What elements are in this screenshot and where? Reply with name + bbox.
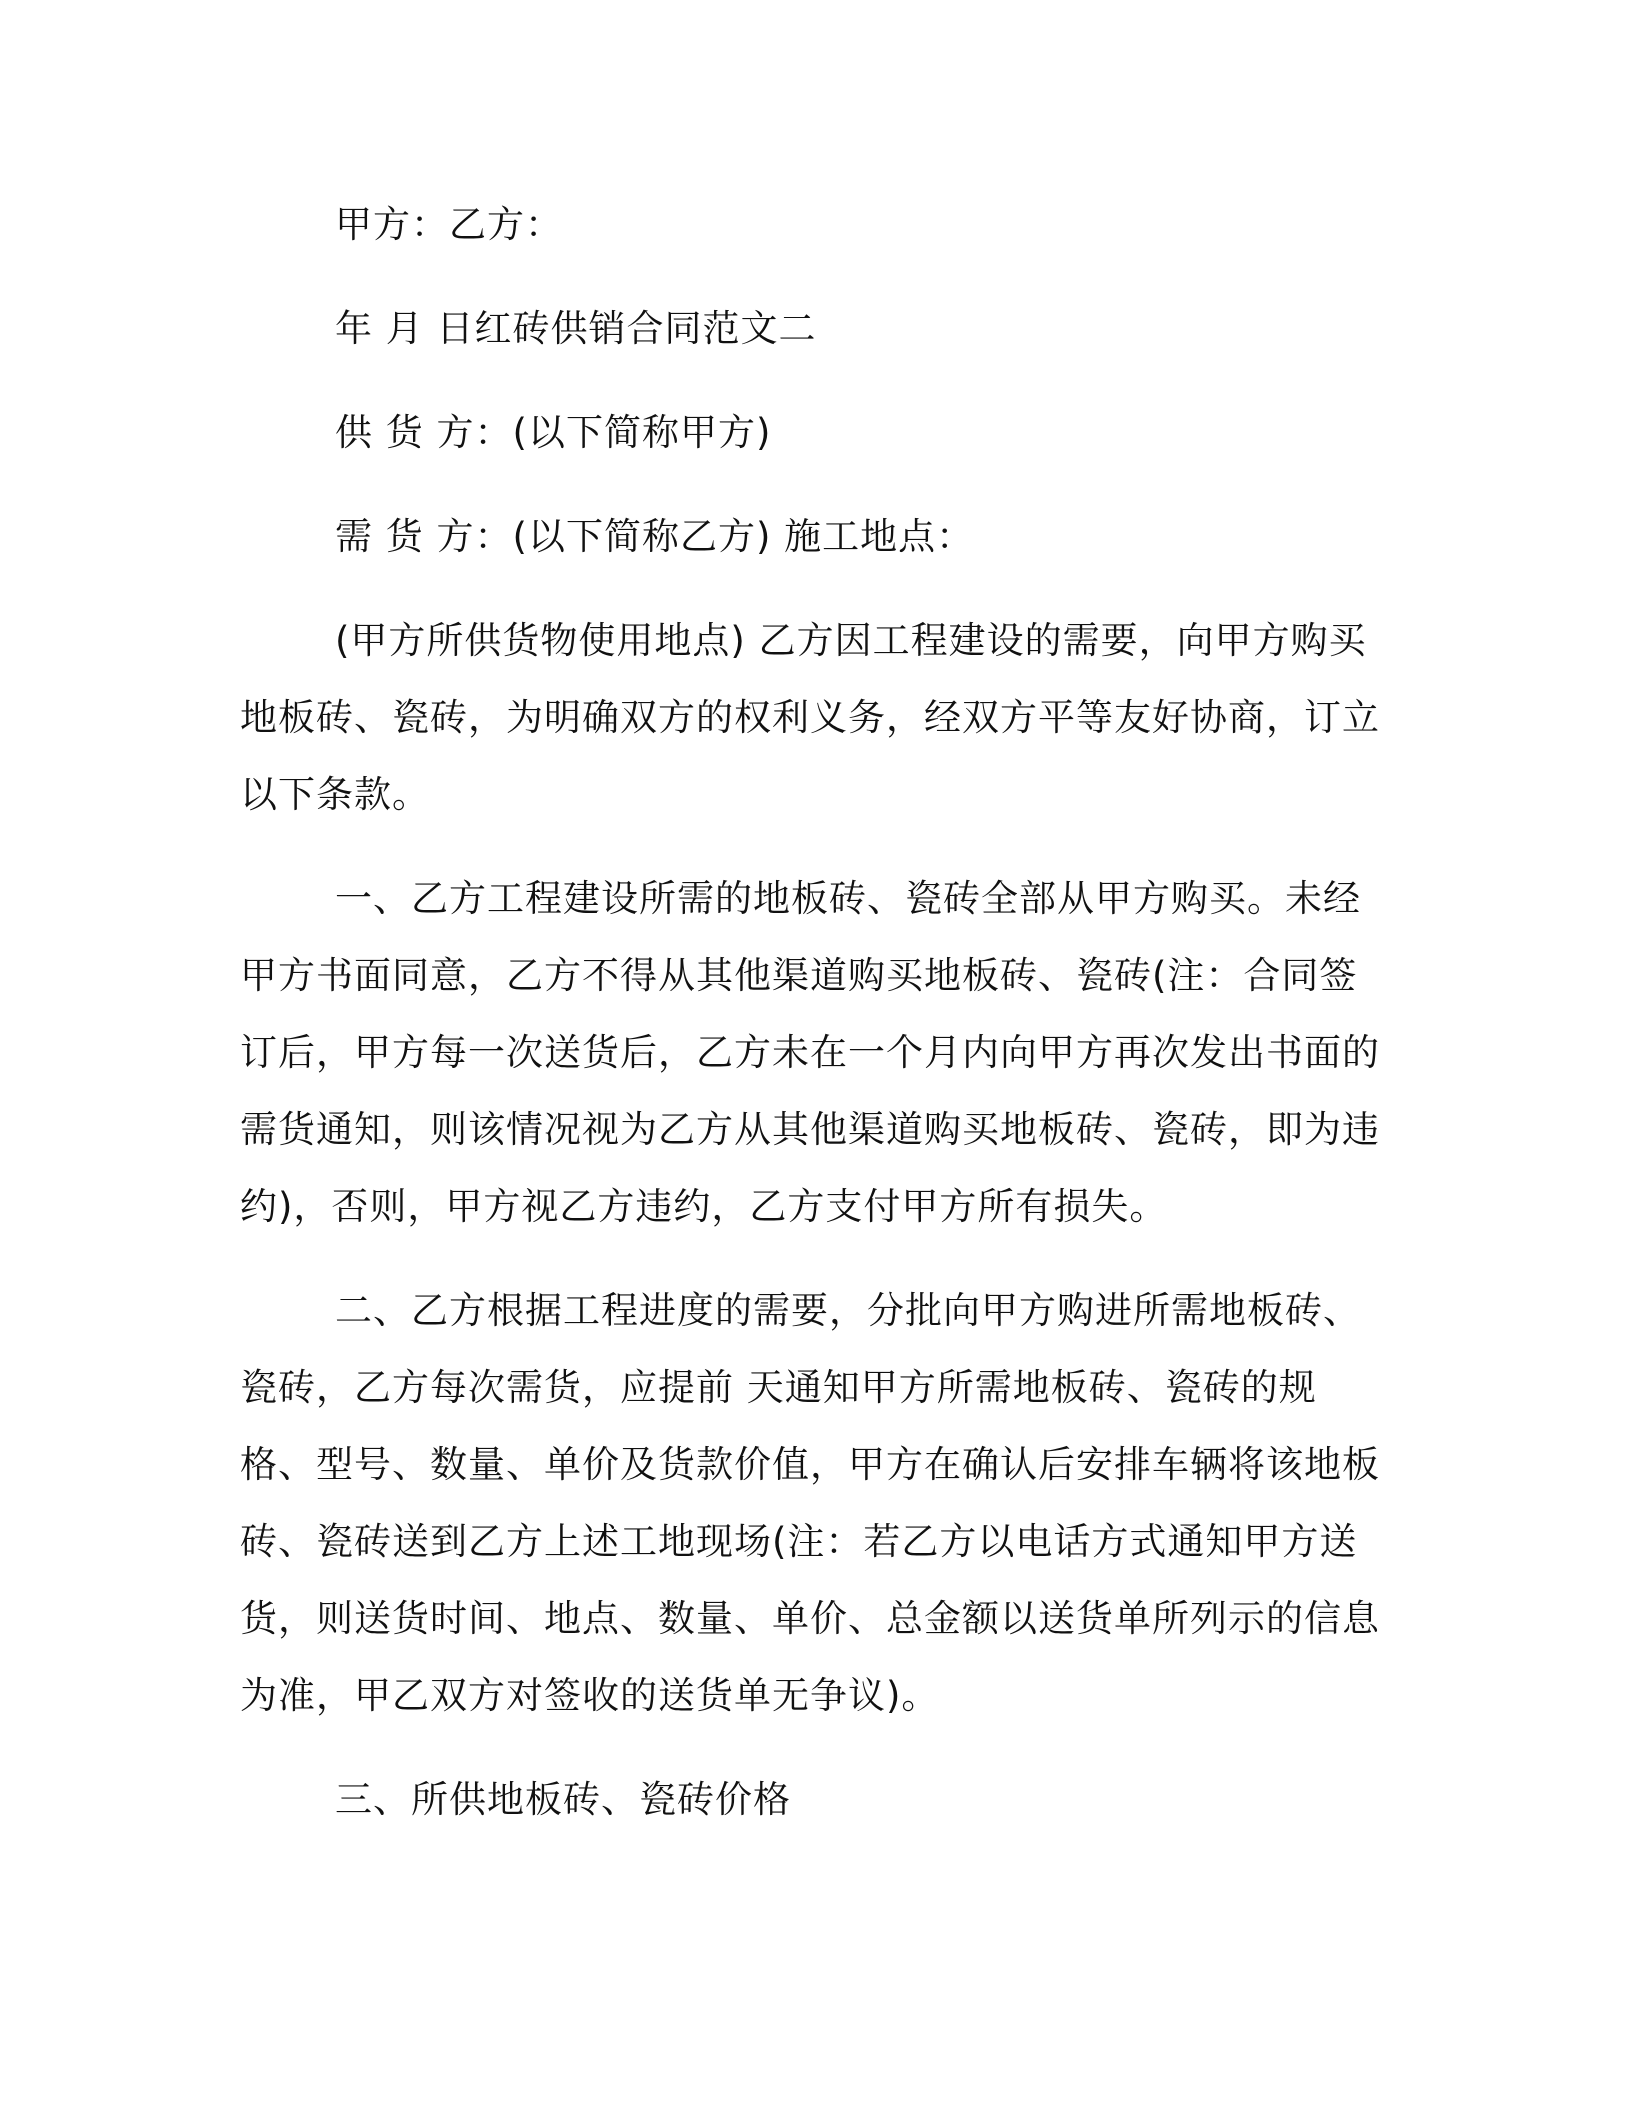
clause-two-paragraph: 二、乙方根据工程进度的需要，分批向甲方购进所需地板砖、瓷砖，乙方每次需货，应提前 天通知甲方所需地板砖、瓷砖的规格、型号、数量、单价及货款价值，甲方在确认后安排车辆将该地板砖、瓷砖送到乙方上述工地现场(注：若乙方以电话方式通知甲方送货，则送货时间、地点、数量、单价、总金额以送货单所列示的信息为准，甲乙双方对签收的送货单无争议)。 — [240, 1289, 1380, 1717]
buyer-line: 需 货 方：(以下简称乙方) 施工地点： — [335, 515, 975, 558]
date-and-title-line: 年 月 日红砖供销合同范文二 — [335, 307, 817, 350]
document-body — [240, 186, 1390, 1838]
preamble-paragraph: (甲方所供货物使用地点) 乙方因工程建设的需要，向甲方购买地板砖、瓷砖，为明确双方的权利义务，经双方平等友好协商，订立以下条款。 — [240, 619, 1380, 816]
clause-one-paragraph: 一、乙方工程建设所需的地板砖、瓷砖全部从甲方购买。未经甲方书面同意，乙方不得从其他渠道购买地板砖、瓷砖(注：合同签订后，甲方每一次送货后，乙方未在一个月内向甲方再次发出书面的需货通知，则该情况视为乙方从其他渠道购买地板砖、瓷砖，即为违约)，否则，甲方视乙方违约，乙方支付甲方所有损失。 — [240, 877, 1380, 1228]
parties-signature-line: 甲方：乙方： — [335, 203, 563, 246]
supplier-line: 供 货 方：(以下简称甲方) — [335, 411, 772, 454]
clause-three-heading: 三、所供地板砖、瓷砖价格 — [335, 1778, 791, 1821]
